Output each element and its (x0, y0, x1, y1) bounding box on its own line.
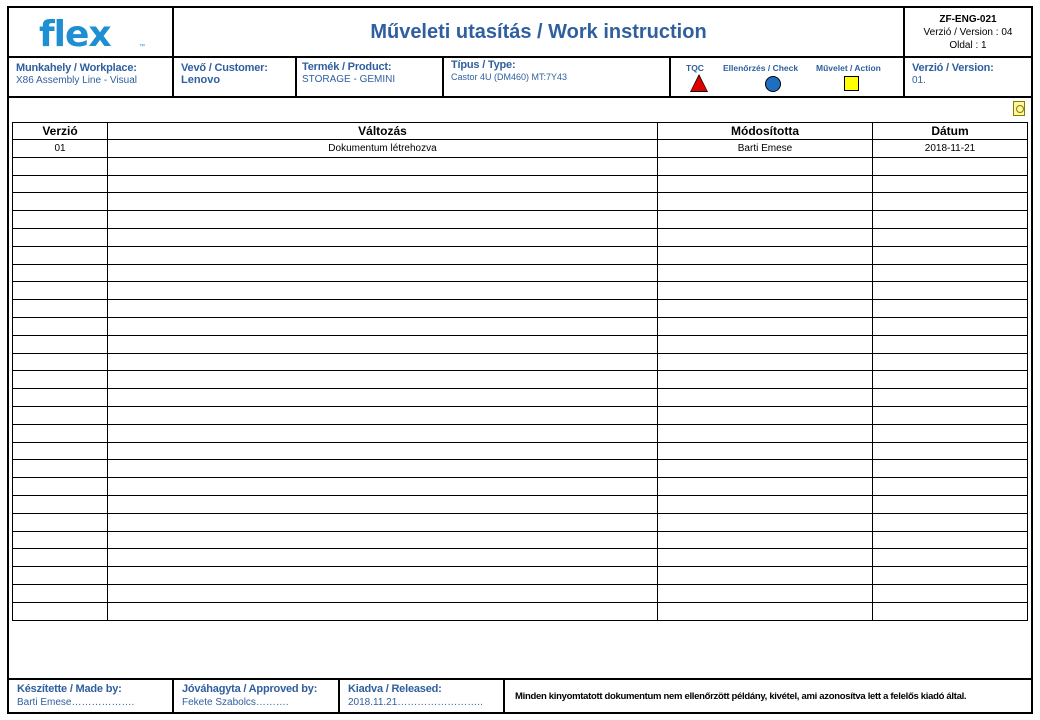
cell-change (108, 211, 658, 229)
cell-version (13, 531, 108, 549)
cell-modified-by (658, 264, 873, 282)
cell-modified-by (658, 513, 873, 531)
cell-modified-by (658, 335, 873, 353)
cell-change (108, 513, 658, 531)
approved-by-cell (172, 678, 340, 714)
cell-date (873, 513, 1028, 531)
product-label: Termék / Product: (302, 61, 392, 73)
cell-version (13, 460, 108, 478)
table-row (13, 300, 1028, 318)
cell-version (13, 424, 108, 442)
disclaimer-note: Minden kinyomtatott dokumentum nem ellenőrzött példány, kivétel, ami azonosítva lett a felelős kiadó által. (503, 678, 1033, 714)
cell-version (13, 353, 108, 371)
cell-modified-by (658, 495, 873, 513)
cell-version (13, 300, 108, 318)
cell-version (13, 246, 108, 264)
cell-date (873, 442, 1028, 460)
cell-modified-by (658, 211, 873, 229)
cell-modified-by (658, 424, 873, 442)
cell-date (873, 389, 1028, 407)
cell-version (13, 228, 108, 246)
table-row (13, 175, 1028, 193)
cell-modified-by (658, 584, 873, 602)
cell-change (108, 584, 658, 602)
cell-modified-by (658, 567, 873, 585)
cell-change (108, 495, 658, 513)
cell-version (13, 175, 108, 193)
tqc-label: TQC (686, 63, 704, 73)
table-row (13, 584, 1028, 602)
workplace-cell (7, 56, 174, 98)
cell-version (13, 264, 108, 282)
cell-change (108, 175, 658, 193)
cell-change (108, 157, 658, 175)
version-label: Verzió / Version: (912, 62, 994, 74)
cell-version (13, 282, 108, 300)
made-by-value: Barti Emese………………. (17, 697, 135, 708)
table-body (13, 140, 1028, 621)
cell-date (873, 531, 1028, 549)
cell-version (13, 495, 108, 513)
cell-version (13, 389, 108, 407)
table-row (13, 406, 1028, 424)
cell-modified-by (658, 353, 873, 371)
action-square-icon (844, 76, 859, 91)
product-cell (295, 56, 444, 98)
table-row (13, 531, 1028, 549)
made-by-label: Készítette / Made by: (17, 683, 122, 695)
cell-date (873, 157, 1028, 175)
released-cell (338, 678, 505, 714)
table-row (13, 567, 1028, 585)
cell-change (108, 460, 658, 478)
table-row (13, 442, 1028, 460)
title-cell (172, 6, 905, 58)
table-row (13, 353, 1028, 371)
column-header-change: Változás (108, 123, 658, 140)
cell-version (13, 211, 108, 229)
logo-cell (7, 6, 174, 58)
cell-modified-by (658, 460, 873, 478)
cell-modified-by (658, 193, 873, 211)
cell-version (13, 317, 108, 335)
page-number: Oldal : 1 (949, 40, 987, 51)
cell-change (108, 389, 658, 407)
table-row (13, 495, 1028, 513)
cell-change (108, 442, 658, 460)
cell-change (108, 264, 658, 282)
cell-version (13, 406, 108, 424)
logo-trademark: ™ (139, 44, 145, 50)
action-label: Művelet / Action (816, 63, 881, 73)
table-row (13, 371, 1028, 389)
cell-date (873, 478, 1028, 496)
cell-modified-by (658, 157, 873, 175)
cell-date (873, 211, 1028, 229)
document-id: ZF-ENG-021 (939, 14, 997, 25)
cell-date (873, 175, 1028, 193)
cell-change (108, 353, 658, 371)
cell-modified-by (658, 389, 873, 407)
cell-date (873, 282, 1028, 300)
symbol-legend (669, 56, 905, 98)
workplace-label: Munkahely / Workplace: (16, 62, 137, 74)
cell-date (873, 228, 1028, 246)
cell-date (873, 460, 1028, 478)
cell-modified-by (658, 371, 873, 389)
cell-modified-by (658, 549, 873, 567)
table-row (13, 317, 1028, 335)
cell-date (873, 584, 1028, 602)
table-row (13, 211, 1028, 229)
cell-date (873, 300, 1028, 318)
type-cell (442, 56, 671, 98)
cell-version (13, 157, 108, 175)
cell-version (13, 371, 108, 389)
cell-date (873, 335, 1028, 353)
table-row (13, 264, 1028, 282)
cell-change (108, 478, 658, 496)
cell-change (108, 567, 658, 585)
cell-version: 01 (13, 140, 108, 158)
cell-date (873, 246, 1028, 264)
cell-change (108, 424, 658, 442)
cell-modified-by (658, 246, 873, 264)
cell-date (873, 567, 1028, 585)
released-label: Kiadva / Released: (348, 683, 442, 695)
table-row (13, 140, 1028, 158)
cell-modified-by (658, 282, 873, 300)
cell-modified-by: Barti Emese (658, 140, 873, 158)
table-row (13, 549, 1028, 567)
type-label: Típus / Type: (451, 59, 516, 71)
approved-by-label: Jóváhagyta / Approved by: (182, 683, 318, 695)
table-row (13, 424, 1028, 442)
cell-version (13, 193, 108, 211)
cell-version (13, 335, 108, 353)
cell-modified-by (658, 317, 873, 335)
customer-value: Lenovo (181, 74, 221, 86)
cell-change (108, 282, 658, 300)
cell-date (873, 317, 1028, 335)
made-by-cell (7, 678, 174, 714)
document-version: Verzió / Version : 04 (923, 27, 1013, 38)
approved-by-value: Fekete Szabolcs………. (182, 697, 289, 708)
cell-modified-by (658, 478, 873, 496)
cell-version (13, 513, 108, 531)
table-row (13, 246, 1028, 264)
table-row (13, 193, 1028, 211)
cell-date (873, 264, 1028, 282)
check-label: Ellenőrzés / Check (723, 63, 799, 73)
cell-change (108, 300, 658, 318)
cell-date (873, 353, 1028, 371)
product-value: STORAGE - GEMINI (302, 74, 396, 85)
cell-date (873, 406, 1028, 424)
table-row (13, 335, 1028, 353)
customer-label: Vevő / Customer: (181, 62, 268, 74)
cell-modified-by (658, 175, 873, 193)
tqc-triangle-icon (691, 76, 707, 91)
cell-date (873, 193, 1028, 211)
cell-modified-by (658, 442, 873, 460)
cell-change (108, 371, 658, 389)
document-info (903, 6, 1033, 58)
table-row (13, 282, 1028, 300)
page-title: Műveleti utasítás / Work instruction (370, 20, 707, 43)
cell-date (873, 549, 1028, 567)
cell-change (108, 602, 658, 620)
cell-version (13, 478, 108, 496)
cell-change (108, 246, 658, 264)
table-row (13, 157, 1028, 175)
note-icon[interactable] (1013, 101, 1025, 116)
table-header-row (13, 123, 1028, 140)
column-header-date: Dátum (873, 123, 1028, 140)
cell-change (108, 228, 658, 246)
workplace-value: X86 Assembly Line - Visual (16, 75, 137, 86)
table-row (13, 228, 1028, 246)
cell-change: Dokumentum létrehozva (108, 140, 658, 158)
column-header-version: Verzió (13, 123, 108, 140)
cell-date: 2018-11-21 (873, 140, 1028, 158)
version-cell (903, 56, 1033, 98)
released-value: 2018.11.21…………………….. (348, 697, 483, 708)
table-row (13, 389, 1028, 407)
cell-date (873, 371, 1028, 389)
revision-table (12, 122, 1028, 621)
cell-change (108, 335, 658, 353)
customer-cell (172, 56, 297, 98)
cell-date (873, 495, 1028, 513)
table-row (13, 478, 1028, 496)
cell-version (13, 442, 108, 460)
type-value: Castor 4U (DM460) MT:7Y43 (451, 72, 568, 82)
cell-modified-by (658, 300, 873, 318)
cell-modified-by (658, 602, 873, 620)
version-value: 01. (912, 75, 926, 86)
table-row (13, 513, 1028, 531)
cell-date (873, 602, 1028, 620)
cell-change (108, 317, 658, 335)
cell-change (108, 549, 658, 567)
cell-version (13, 602, 108, 620)
cell-change (108, 406, 658, 424)
cell-modified-by (658, 531, 873, 549)
cell-date (873, 424, 1028, 442)
flex-logo: flex (39, 14, 111, 55)
check-circle-icon (765, 76, 781, 92)
cell-version (13, 584, 108, 602)
table-row (13, 460, 1028, 478)
cell-change (108, 531, 658, 549)
cell-modified-by (658, 228, 873, 246)
cell-modified-by (658, 406, 873, 424)
cell-change (108, 193, 658, 211)
cell-version (13, 567, 108, 585)
table-row (13, 602, 1028, 620)
column-header-modified-by: Módosította (658, 123, 873, 140)
cell-version (13, 549, 108, 567)
